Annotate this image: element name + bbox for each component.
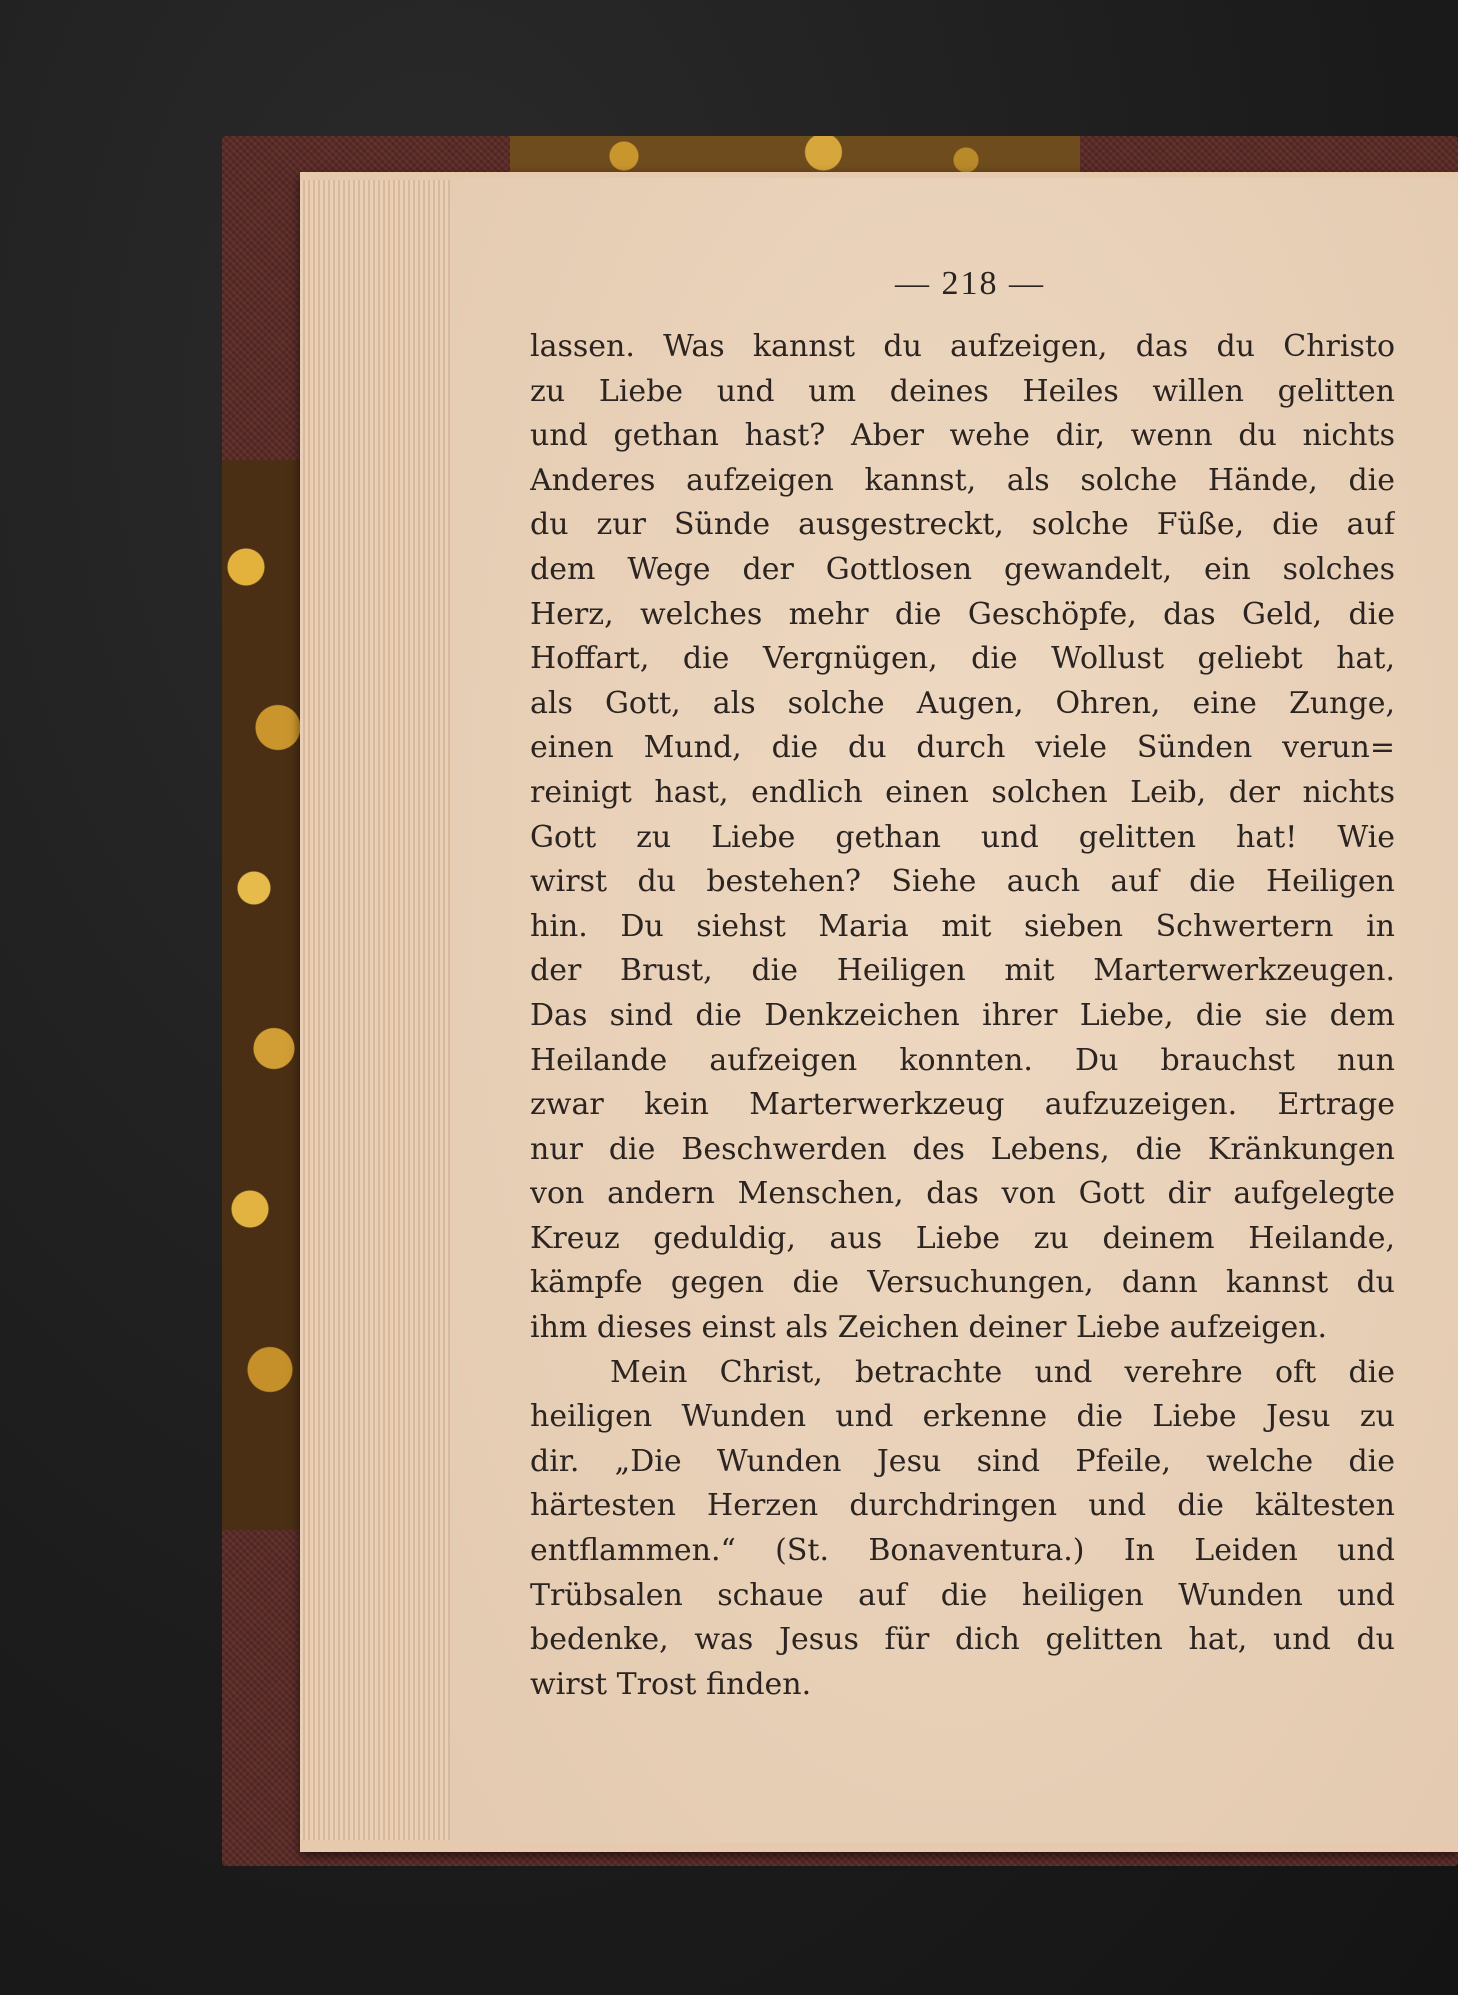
text-line: du zur Sünde ausgestreckt, solche Füße, die auf xyxy=(530,507,1395,543)
text-line: kämpfe gegen die Versuchungen, dann kannst du xyxy=(530,1265,1395,1301)
text-line: einen Mund, die du durch viele Sünden verun= xyxy=(530,730,1395,766)
text-line: lassen. Was kannst du aufzeigen, das du Christo xyxy=(530,329,1395,364)
text-line: zu Liebe und um deines Heiles willen gelitten xyxy=(530,373,1395,409)
text-line: Gott zu Liebe gethan und gelitten hat! Wie xyxy=(530,819,1395,855)
text-line: hin. Du siehst Maria mit sieben Schwertern in xyxy=(530,908,1395,944)
text-line: wirst Trost finden. xyxy=(530,1666,812,1702)
text-line: dem Wege der Gottlosen gewandelt, ein solches xyxy=(530,551,1395,587)
text-line: zwar kein Marterwerkzeug aufzuzeigen. Ertrage xyxy=(530,1087,1395,1123)
text-line: als Gott, als solche Augen, Ohren, eine Zunge, xyxy=(530,685,1395,721)
cover-marbled-spine xyxy=(222,460,302,1530)
text-line: von andern Menschen, das von Gott dir aufgelegte xyxy=(530,1176,1395,1212)
page-edges xyxy=(300,180,460,1840)
text-line: wirst du bestehen? Siehe auch auf die Heiligen xyxy=(530,864,1395,900)
text-line: entflammen.“ (St. Bonaventura.) In Leiden und xyxy=(530,1533,1395,1569)
text-line: dir. „Die Wunden Jesu sind Pfeile, welche die xyxy=(530,1443,1395,1479)
text-line: bedenke, was Jesus für dich gelitten hat, und du xyxy=(530,1622,1395,1658)
text-line: der Brust, die Heiligen mit Marterwerkzeugen. xyxy=(530,953,1395,989)
text-line: ihm dieses einst als Zeichen deiner Liebe aufzeigen. xyxy=(530,1310,1328,1346)
text-line: und gethan hast? Aber wehe dir, wenn du nichts xyxy=(530,418,1395,454)
text-line: Heilande aufzeigen konnten. Du brauchst nun xyxy=(530,1042,1395,1078)
text-line: reinigt hast, endlich einen solchen Leib, der nichts xyxy=(530,774,1395,810)
text-line: Anderes aufzeigen kannst, als solche Hände, die xyxy=(530,462,1395,498)
text-line: heiligen Wunden und erkenne die Liebe Jesu zu xyxy=(530,1399,1395,1435)
text-line: Hoffart, die Vergnügen, die Wollust geliebt hat, xyxy=(530,641,1395,677)
cover-marbled-edge-top xyxy=(510,136,1080,176)
text-line: Kreuz geduldig, aus Liebe zu deinem Heilande, xyxy=(530,1220,1395,1256)
text-line: Herz, welches mehr die Geschöpfe, das Geld, die xyxy=(530,596,1395,632)
text-line: nur die Beschwerden des Lebens, die Kränkungen xyxy=(530,1131,1395,1167)
page-text xyxy=(530,325,1395,1707)
text-line: Mein Christ, betrachte und verehre oft die xyxy=(610,1354,1395,1390)
page-number: — 218 — xyxy=(895,265,1045,302)
text-line: Trübsalen schaue auf die heiligen Wunden und xyxy=(530,1577,1395,1613)
text-line: Das sind die Denkzeichen ihrer Liebe, die sie dem xyxy=(530,997,1395,1033)
text-line: härtesten Herzen durchdringen und die kältesten xyxy=(530,1488,1395,1524)
